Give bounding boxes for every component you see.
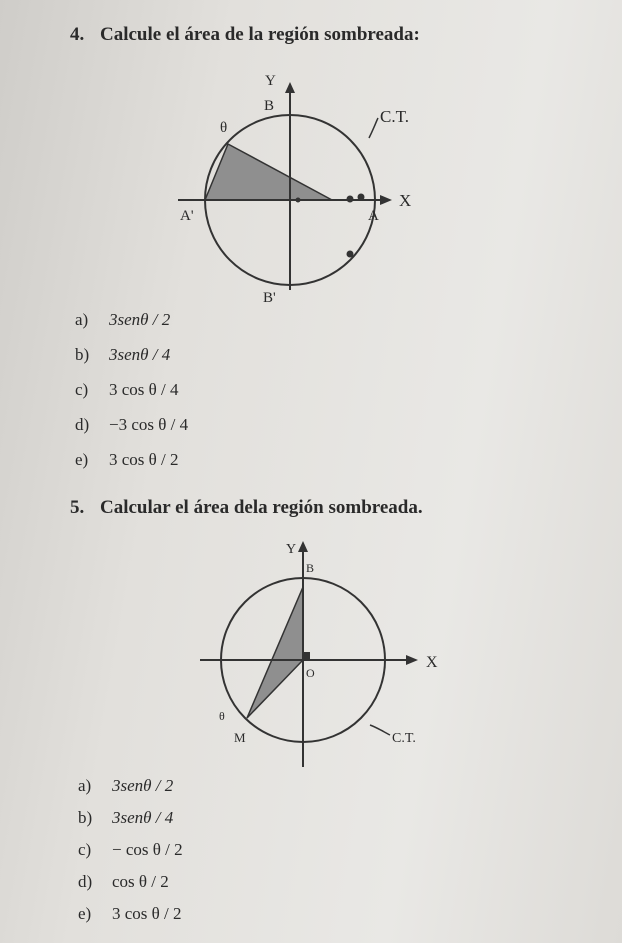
option-expression: − cos θ / 2 xyxy=(112,840,183,859)
theta-label: θ xyxy=(219,709,225,723)
option-expression: 3senθ / 4 xyxy=(112,808,174,827)
y-axis-label: Y xyxy=(286,542,297,557)
option-letter: e) xyxy=(75,450,89,469)
point-b-prime-label: B' xyxy=(263,290,276,306)
y-axis-arrow-icon xyxy=(285,82,295,93)
point-a-prime-label: A' xyxy=(180,208,194,224)
option-letter: a) xyxy=(75,310,89,329)
point-b-label: B xyxy=(264,98,275,114)
figure-q5 xyxy=(0,535,622,775)
point-a-label: A xyxy=(368,208,379,224)
shaded-triangle xyxy=(205,144,332,200)
ct-label: C.T. xyxy=(380,107,409,126)
theta-label: θ xyxy=(220,120,228,136)
option-expression: 3 cos θ / 2 xyxy=(109,450,179,469)
option-letter: b) xyxy=(75,345,90,364)
figure-q4 xyxy=(0,60,622,310)
option-d[interactable] xyxy=(78,872,183,904)
x-axis-label: X xyxy=(399,191,412,210)
option-letter: e) xyxy=(78,904,92,923)
point-b-label: B xyxy=(306,561,315,575)
option-a[interactable] xyxy=(75,310,188,345)
option-e[interactable] xyxy=(78,904,183,936)
origin-marker xyxy=(303,652,310,659)
option-letter: d) xyxy=(75,415,90,434)
point-m-label: M xyxy=(234,730,246,745)
question-5-title xyxy=(70,497,423,519)
option-expression: 3 cos θ / 2 xyxy=(112,904,182,923)
option-c[interactable] xyxy=(75,380,188,415)
option-expression: 3 cos θ / 4 xyxy=(109,380,179,399)
shaded-triangle xyxy=(247,587,303,718)
q5-options xyxy=(78,776,183,936)
option-e[interactable] xyxy=(75,450,188,485)
option-letter: c) xyxy=(78,840,92,859)
option-expression: 3senθ / 4 xyxy=(109,345,171,364)
option-letter: d) xyxy=(78,872,93,891)
point-p2 xyxy=(358,194,365,201)
point-p1 xyxy=(347,196,354,203)
x-axis-arrow-icon xyxy=(380,195,392,205)
option-letter: b) xyxy=(78,808,93,827)
question-text: Calcular el área dela región sombreada. xyxy=(100,497,423,518)
option-expression: −3 cos θ / 4 xyxy=(109,415,189,434)
option-expression: cos θ / 2 xyxy=(112,872,169,891)
option-expression: 3senθ / 2 xyxy=(109,310,171,329)
point-p3 xyxy=(347,251,354,258)
x-axis-arrow-icon xyxy=(406,655,418,665)
ct-pointer-curve xyxy=(369,118,378,138)
option-d[interactable] xyxy=(75,415,188,450)
y-axis-label: Y xyxy=(265,73,276,89)
option-letter: a) xyxy=(78,776,92,795)
q4-options xyxy=(75,310,188,485)
ct-pointer-curve xyxy=(370,725,390,735)
y-axis-arrow-icon xyxy=(298,541,308,552)
center-point xyxy=(296,198,301,203)
option-c[interactable] xyxy=(78,840,183,872)
question-4-title xyxy=(70,24,420,46)
option-expression: 3senθ / 2 xyxy=(112,776,174,795)
question-number: 5. xyxy=(70,497,85,518)
ct-label: C.T. xyxy=(392,731,416,746)
question-number: 4. xyxy=(70,24,85,45)
x-axis-label: X xyxy=(426,654,438,671)
option-b[interactable] xyxy=(78,808,183,840)
option-b[interactable] xyxy=(75,345,188,380)
option-letter: c) xyxy=(75,380,89,399)
origin-label: O xyxy=(306,666,315,680)
question-text: Calcule el área de la región sombreada: xyxy=(100,24,420,45)
option-a[interactable] xyxy=(78,776,183,808)
